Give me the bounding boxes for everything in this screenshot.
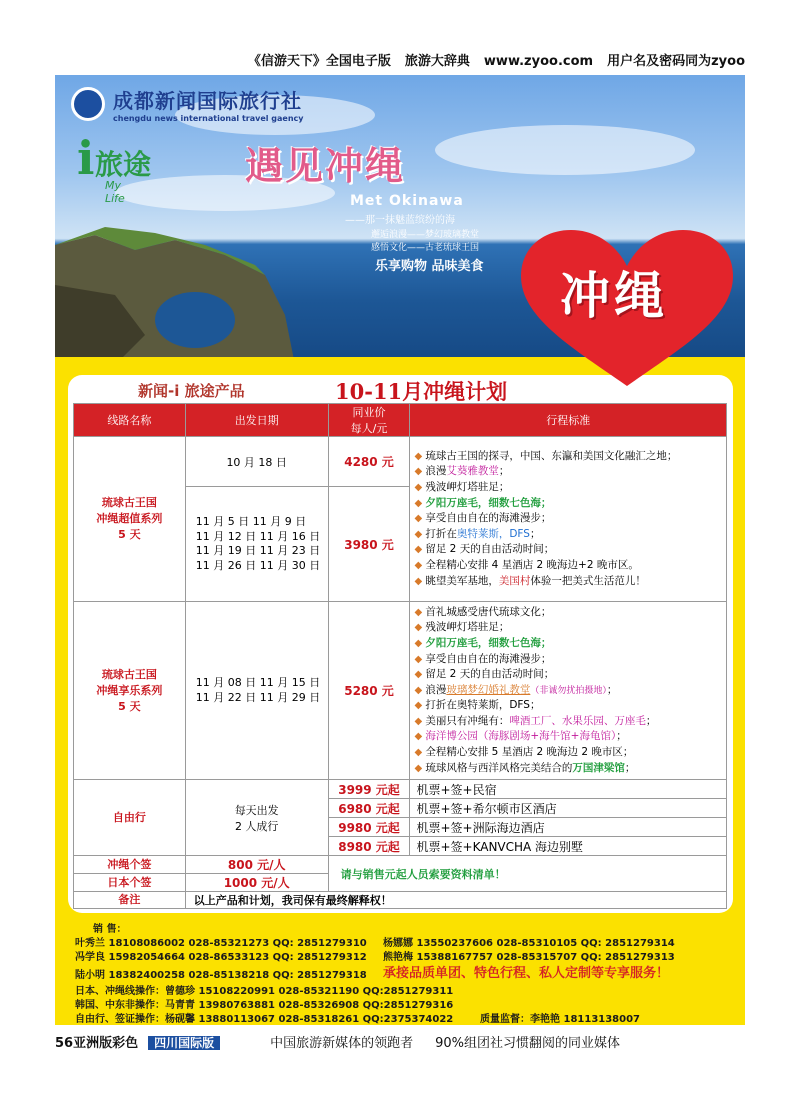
date-line: 11 月 12 日 11 月 16 日 — [195, 529, 321, 543]
date-line: 11 月 19 日 11 月 23 日 — [195, 544, 321, 557]
list-item: ◆ 眺望美军基地，美国村体验一把美式生活范儿！ — [414, 574, 646, 587]
agency-name-en: chengdu news international travel gaency — [113, 114, 304, 123]
list-item: ◆ 全程精心安排 4 星酒店 2 晚海边+2 晚市区。 — [414, 558, 639, 571]
diamond-icon: ◆ — [414, 513, 426, 525]
diamond-icon: ◆ — [414, 544, 426, 556]
diamond-icon: ◆ — [414, 669, 426, 681]
free-label: 自由行 — [74, 780, 186, 856]
list-item: ◆ 享受自由自在的海滩漫步； — [414, 652, 552, 665]
route1-price-a: 4280 元 — [328, 437, 410, 487]
magazine-title: 《信游天下》全国电子版 — [247, 54, 391, 69]
list-item: ◆ 打折在奥特莱斯，DFS； — [414, 527, 541, 540]
page-number: 56亚洲版彩色 — [55, 1036, 139, 1051]
route1-features — [410, 437, 727, 602]
list-item: ◆ 打折在奥特莱斯，DFS； — [414, 699, 541, 712]
diamond-icon: ◆ — [414, 684, 426, 696]
edition-badge: 四川国际版 — [148, 1036, 220, 1050]
table-row — [74, 780, 727, 799]
list-item: ◆ 琉球风格与西洋风格完美结合的万国津梁馆； — [414, 761, 636, 774]
diamond-icon: ◆ — [414, 637, 426, 649]
diamond-icon: ◆ — [414, 606, 426, 618]
table-row — [74, 892, 727, 909]
tagline-shopping: 乐享购物 品味美食 — [375, 259, 484, 274]
date-line: 11 月 08 日 11 月 15 日 — [195, 676, 321, 689]
route1-name-line3: 5 天 — [118, 528, 141, 541]
col-standard: 行程标准 — [410, 404, 727, 437]
free-depart-line2: 2 人成行 — [234, 819, 279, 833]
operator-row: 自由行、签证操作：杨砚馨 13880113067 028-85318261 QQ:2375374022 — [75, 1014, 454, 1025]
agency-name-cn: 成都新闻国际旅行社 — [113, 89, 302, 113]
list-item: ◆ 全程精心安排 5 星酒店 2 晚海边 2 晚市区； — [414, 746, 634, 759]
heart-title: 冲绳 — [560, 267, 668, 325]
date-line: 11 月 5 日 11 月 9 日 — [195, 515, 307, 528]
col-price — [328, 404, 410, 437]
operator-row: 日本、冲绳线操作：曾德珍 15108220991 028-85321190 QQ:2851279311 — [75, 986, 454, 997]
route2-name-line1: 琉球古王国 — [101, 667, 157, 681]
product-label: 新闻-i 旅途产品 — [138, 382, 245, 400]
list-item: ◆ 夕阳万座毛，细数七色海； — [414, 636, 552, 649]
sales-contact-row: 陆小明 18382400258 028-85138218 QQ: 2851279318 — [75, 970, 367, 981]
diamond-icon: ◆ — [414, 762, 426, 774]
sales-contact-row: 杨娜娜 13550237606 028-85310105 QQ: 2851279314 — [383, 938, 675, 949]
col-route: 线路名称 — [74, 404, 186, 437]
route1-price-b: 3980 元 — [328, 487, 410, 602]
diamond-icon: ◆ — [414, 466, 426, 478]
free-price: 9980 元起 — [328, 818, 410, 837]
free-departure — [185, 780, 328, 856]
diamond-icon: ◆ — [414, 715, 426, 727]
hero-title: 遇见冲绳 — [245, 144, 406, 188]
list-item: ◆ 留足 2 天的自由活动时间； — [414, 543, 555, 556]
route1-name-line1: 琉球古王国 — [101, 496, 157, 509]
route2-name — [74, 602, 186, 780]
footer-slogan-2: 90%组团社习惯翻阅的同业媒体 — [435, 1036, 621, 1051]
visa-japan-price: 1000 元/人 — [185, 874, 328, 892]
list-item: ◆ 海洋博公园（海豚剧场+海牛馆+海龟馆）； — [414, 730, 627, 743]
footer-bar — [55, 1032, 755, 1051]
route1-name-line2: 冲绳超值系列 — [96, 512, 163, 525]
ilogo-en: My Life — [105, 179, 125, 205]
tagline-en: Met Okinawa — [350, 193, 464, 209]
route1-dates-b — [185, 487, 328, 602]
visa-okinawa-price: 800 元/人 — [185, 856, 328, 874]
service-promo: 承接品质单团、特色行程、私人定制等专享服务！ — [383, 966, 670, 981]
diamond-icon: ◆ — [414, 497, 426, 509]
diamond-icon: ◆ — [414, 700, 426, 712]
quality-supervisor: 质量监督：李艳艳 18113138007 — [480, 1014, 641, 1025]
agency-brand — [71, 85, 304, 123]
date-line: 11 月 22 日 11 月 29 日 — [195, 690, 321, 704]
header-bar — [0, 50, 800, 69]
list-item: ◆ 残波岬灯塔驻足； — [414, 481, 510, 494]
sales-title: 销 售： — [93, 924, 127, 935]
free-desc: 机票+签+希尔顿市区酒店 — [410, 799, 727, 818]
route2-price: 5280 元 — [328, 602, 410, 780]
remark-text: 以上产品和计划，我司保有最终解释权！ — [185, 892, 726, 909]
table-row — [74, 856, 727, 874]
route1-name — [74, 437, 186, 602]
free-depart-line1: 每天出发 — [234, 803, 279, 817]
sales-contact-row: 叶秀兰 18108086002 028-85321273 QQ: 2851279310 — [75, 938, 367, 949]
diamond-icon: ◆ — [414, 653, 426, 665]
diamond-icon: ◆ — [414, 559, 426, 571]
diamond-icon: ◆ — [414, 731, 426, 743]
table-row — [74, 437, 727, 487]
diamond-icon: ◆ — [414, 450, 426, 462]
diamond-icon: ◆ — [414, 482, 426, 494]
cloud — [435, 125, 695, 175]
list-item: ◆ 残波岬灯塔驻足； — [414, 621, 510, 634]
col-dates: 出发日期 — [185, 404, 328, 437]
website-link[interactable]: www.zyoo.com — [483, 54, 594, 69]
plan-title: 10-11月冲绳计划 — [335, 379, 508, 404]
sales-contact-row: 冯学良 15982054664 028-86533123 QQ: 2851279312 — [75, 952, 367, 963]
sales-contact-row: 熊艳梅 15388167757 028-85315707 QQ: 2851279313 — [383, 952, 675, 963]
visa-japan-label: 日本个签 — [74, 874, 186, 892]
list-item: ◆ 享受自由自在的海滩漫步； — [414, 512, 552, 525]
route2-features — [410, 602, 727, 780]
operator-row: 韩国、中东非操作：马青青 13980763881 028-85326908 QQ:2851279316 — [75, 1000, 454, 1011]
cliff-image — [55, 225, 295, 357]
visa-note: 请与销售元起人员索要资料清单！ — [328, 856, 726, 892]
list-item: ◆ 美丽只有冲绳有：啤酒工厂、水果乐园、万座毛； — [414, 714, 657, 727]
route2-dates — [185, 602, 328, 780]
diamond-icon: ◆ — [414, 575, 426, 587]
list-item: ◆ 夕阳万座毛，细数七色海； — [414, 496, 552, 509]
agency-logo-icon — [71, 87, 105, 121]
dictionary-label: 旅游大辞典 — [404, 54, 470, 69]
ilogo-i: i — [77, 131, 95, 185]
free-price: 6980 元起 — [328, 799, 410, 818]
col-price-line1: 同业价 — [352, 406, 386, 419]
tagline-line-2: 感悟文化——古老琉球王国 — [371, 243, 480, 253]
ilvtu-logo — [77, 131, 152, 205]
route1-date-a: 10 月 18 日 — [185, 437, 328, 487]
diamond-icon: ◆ — [414, 747, 426, 759]
remark-label: 备注 — [74, 892, 186, 909]
table-row — [74, 602, 727, 780]
footer-slogan-1: 中国旅游新媒体的领跑者 — [270, 1036, 414, 1051]
ilogo-cn: 旅途 — [95, 148, 152, 181]
free-desc: 机票+签+民宿 — [410, 780, 727, 799]
route2-name-line3: 5 天 — [118, 699, 141, 713]
free-price: 3999 元起 — [328, 780, 410, 799]
tagline-line-1: 邂逅浪漫——梦幻玻璃教堂 — [371, 230, 480, 240]
diamond-icon: ◆ — [414, 622, 426, 634]
login-note: 用户名及密码同为zyoo — [607, 54, 745, 69]
free-price: 8980 元起 — [328, 837, 410, 856]
plan-table — [73, 403, 727, 909]
free-desc: 机票+签+KANVCHA 海边别墅 — [410, 837, 727, 856]
list-item: ◆ 首礼城感受唐代琉球文化； — [414, 605, 552, 618]
list-item: ◆ 留足 2 天的自由活动时间； — [414, 668, 555, 681]
visa-okinawa-label: 冲绳个签 — [74, 856, 186, 874]
tagline-sub: ——那一抹魅蓝缤纷的海 — [345, 215, 455, 226]
free-desc: 机票+签+洲际海边酒店 — [410, 818, 727, 837]
col-price-line2: 每人/元 — [350, 422, 388, 435]
list-item: ◆ 琉球古王国的探寻，中国、东瀛和美国文化融汇之地； — [414, 449, 678, 462]
list-item: ◆ 浪漫玻璃梦幻婚礼教堂（非诚勿扰拍摄地）； — [414, 683, 618, 696]
diamond-icon: ◆ — [414, 528, 426, 540]
list-item: ◆ 浪漫艾葵雅教堂； — [414, 465, 510, 478]
table-header-row — [74, 404, 727, 437]
route2-name-line2: 冲绳享乐系列 — [96, 683, 163, 697]
date-line: 11 月 26 日 11 月 30 日 — [195, 558, 321, 572]
